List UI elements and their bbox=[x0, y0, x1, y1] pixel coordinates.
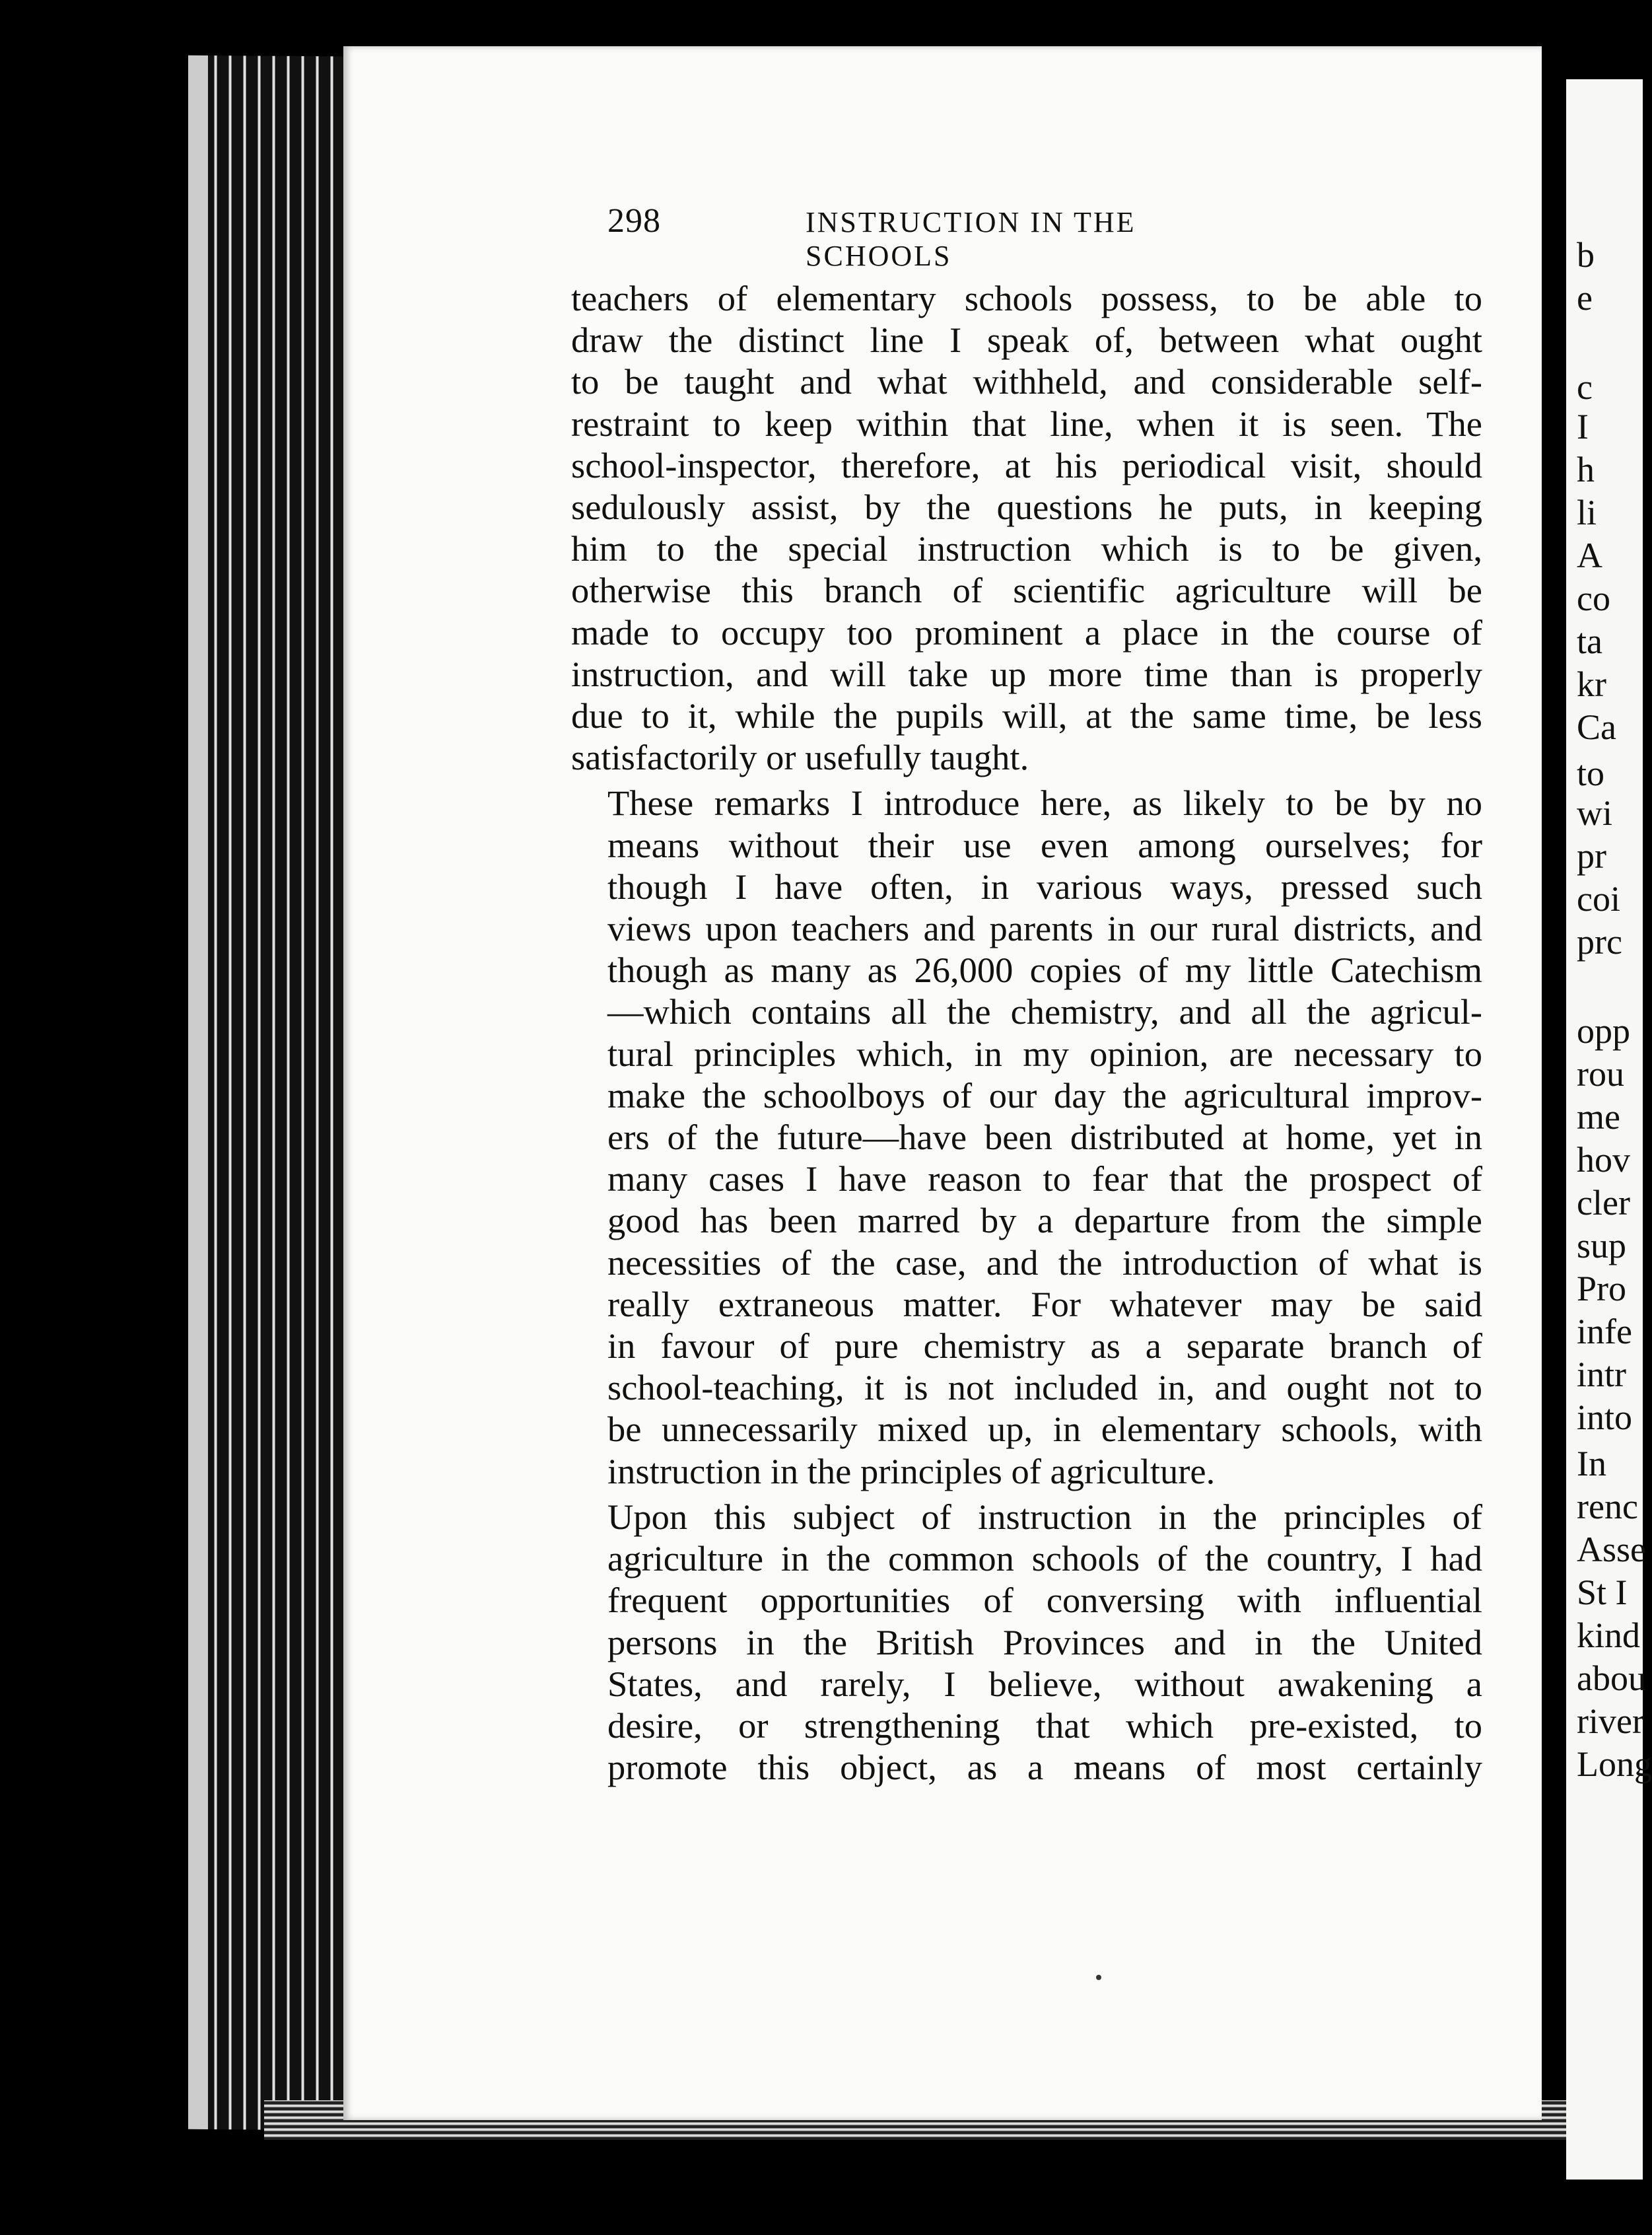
text-line: instruction in the principles of agriculture. bbox=[607, 1450, 1216, 1491]
recto-text-fragment: Ca bbox=[1577, 707, 1616, 747]
text-line: draw the distinct line I speak of, between what ought bbox=[571, 320, 1482, 361]
recto-text-fragment: river bbox=[1577, 1701, 1644, 1741]
recto-text-fragment: intr bbox=[1577, 1355, 1626, 1394]
running-head-title: INSTRUCTION IN THE SCHOOLS bbox=[806, 206, 1136, 272]
text-line: States, and rarely, I believe, without awakening a bbox=[607, 1663, 1482, 1704]
recto-text-fragment: A bbox=[1577, 536, 1602, 575]
recto-text-fragment: Long bbox=[1577, 1744, 1652, 1784]
text-line: views upon teachers and parents in our rural districts, and bbox=[607, 908, 1482, 949]
text-line: make the schoolboys of our day the agricultural improv- bbox=[607, 1075, 1482, 1116]
text-line: agriculture in the common schools of the country, I had bbox=[607, 1538, 1482, 1579]
text-line: him to the special instruction which is to be given, bbox=[571, 528, 1482, 569]
body-text bbox=[571, 277, 1482, 1788]
recto-text-fragment: infe bbox=[1577, 1312, 1632, 1351]
recto-text-fragment: sup bbox=[1577, 1226, 1627, 1265]
recto-text-fragment: rou bbox=[1577, 1054, 1624, 1094]
text-line: ers of the future—have been distributed at home, yet in bbox=[607, 1117, 1482, 1158]
recto-text-fragment: Asse bbox=[1577, 1530, 1646, 1569]
recto-text-fragment: wi bbox=[1577, 793, 1612, 833]
recto-text-fragment: I bbox=[1577, 407, 1589, 446]
text-line: school-inspector, therefore, at his periodical visit, should bbox=[571, 444, 1482, 485]
text-line: Upon this subject of instruction in the principles of bbox=[607, 1496, 1482, 1537]
text-line: to be taught and what withheld, and considerable self- bbox=[571, 361, 1482, 402]
recto-text-fragment: prc bbox=[1577, 922, 1622, 962]
recto-text-fragment: renc bbox=[1577, 1487, 1638, 1526]
text-line: really extraneous matter. For whatever may be said bbox=[607, 1283, 1482, 1324]
text-line: satisfactorily or usefully taught. bbox=[571, 737, 1029, 778]
recto-text-fragment: me bbox=[1577, 1097, 1620, 1137]
recto-text-fragment: to bbox=[1577, 754, 1605, 793]
recto-text-fragment: In bbox=[1577, 1444, 1606, 1483]
paragraph-2 bbox=[571, 782, 1482, 1491]
recto-text-fragment: St I bbox=[1577, 1573, 1628, 1612]
recto-text-fragment: into bbox=[1577, 1398, 1633, 1437]
recto-text-fragment: e bbox=[1577, 278, 1593, 318]
recto-text-fragment: coi bbox=[1577, 879, 1620, 919]
recto-text-fragment: abou bbox=[1577, 1658, 1646, 1698]
paragraph-3 bbox=[571, 1496, 1482, 1788]
book-page-recto-fragment bbox=[1566, 79, 1652, 2180]
text-line: teachers of elementary schools possess, to be able to bbox=[571, 278, 1482, 318]
text-line: desire, or strengthening that which pre-existed, to bbox=[607, 1705, 1482, 1746]
text-line: though as many as 26,000 copies of my little Catechism bbox=[607, 950, 1482, 991]
recto-text-fragment: kind bbox=[1577, 1615, 1641, 1655]
text-line: made to occupy too prominent a place in the course of bbox=[571, 612, 1482, 653]
recto-text-fragment: ta bbox=[1577, 621, 1602, 661]
recto-text-fragment: h bbox=[1577, 450, 1595, 489]
text-line: —which contains all the chemistry, and all the agricul- bbox=[607, 991, 1482, 1032]
text-line: in favour of pure chemistry as a separate branch of bbox=[607, 1326, 1482, 1366]
recto-text-fragment: li bbox=[1577, 493, 1597, 532]
recto-text-fragment: co bbox=[1577, 579, 1610, 618]
text-line: These remarks I introduce here, as likely to be by no bbox=[607, 783, 1482, 824]
recto-text-fragment: kr bbox=[1577, 664, 1606, 704]
text-line: necessities of the case, and the introduction of what is bbox=[607, 1242, 1482, 1283]
text-line: sedulously assist, by the questions he puts, in keeping bbox=[571, 487, 1482, 528]
text-line: persons in the British Provinces and in the United bbox=[607, 1621, 1482, 1662]
paper-speck bbox=[1096, 1975, 1101, 1980]
text-line: though I have often, in various ways, pressed such bbox=[607, 866, 1482, 907]
recto-text-fragment: b bbox=[1577, 235, 1595, 275]
recto-text-fragment: hov bbox=[1577, 1140, 1630, 1180]
text-line: otherwise this branch of scientific agriculture will be bbox=[571, 570, 1482, 611]
recto-text-fragment: pr bbox=[1577, 836, 1606, 876]
recto-text-fragment: Pro bbox=[1577, 1269, 1627, 1308]
recto-text-fragment: cler bbox=[1577, 1183, 1630, 1223]
text-line: be unnecessarily mixed up, in elementary schools, with bbox=[607, 1409, 1482, 1450]
text-line: school-teaching, it is not included in, and ought not to bbox=[607, 1367, 1482, 1408]
text-line: tural principles which, in my opinion, are necessary to bbox=[607, 1033, 1482, 1074]
running-head bbox=[607, 201, 1288, 272]
text-line: promote this object, as a means of most certainly bbox=[607, 1747, 1482, 1788]
text-line: instruction, and will take up more time than is properly bbox=[571, 653, 1482, 694]
text-line: good has been marred by a departure from the simple bbox=[607, 1200, 1482, 1241]
text-line: means without their use even among ourselves; for bbox=[607, 824, 1482, 865]
paragraph-1 bbox=[571, 277, 1482, 778]
recto-text-fragment: opp bbox=[1577, 1011, 1630, 1051]
text-line: frequent opportunities of conversing with influential bbox=[607, 1580, 1482, 1621]
text-line: restraint to keep within that line, when it is seen. The bbox=[571, 403, 1482, 444]
page-number: 298 bbox=[607, 202, 661, 240]
recto-text-fragment: c bbox=[1577, 367, 1593, 407]
text-line: many cases I have reason to fear that the prospect of bbox=[607, 1158, 1482, 1199]
text-line: due to it, while the pupils will, at the same time, be less bbox=[571, 695, 1482, 736]
